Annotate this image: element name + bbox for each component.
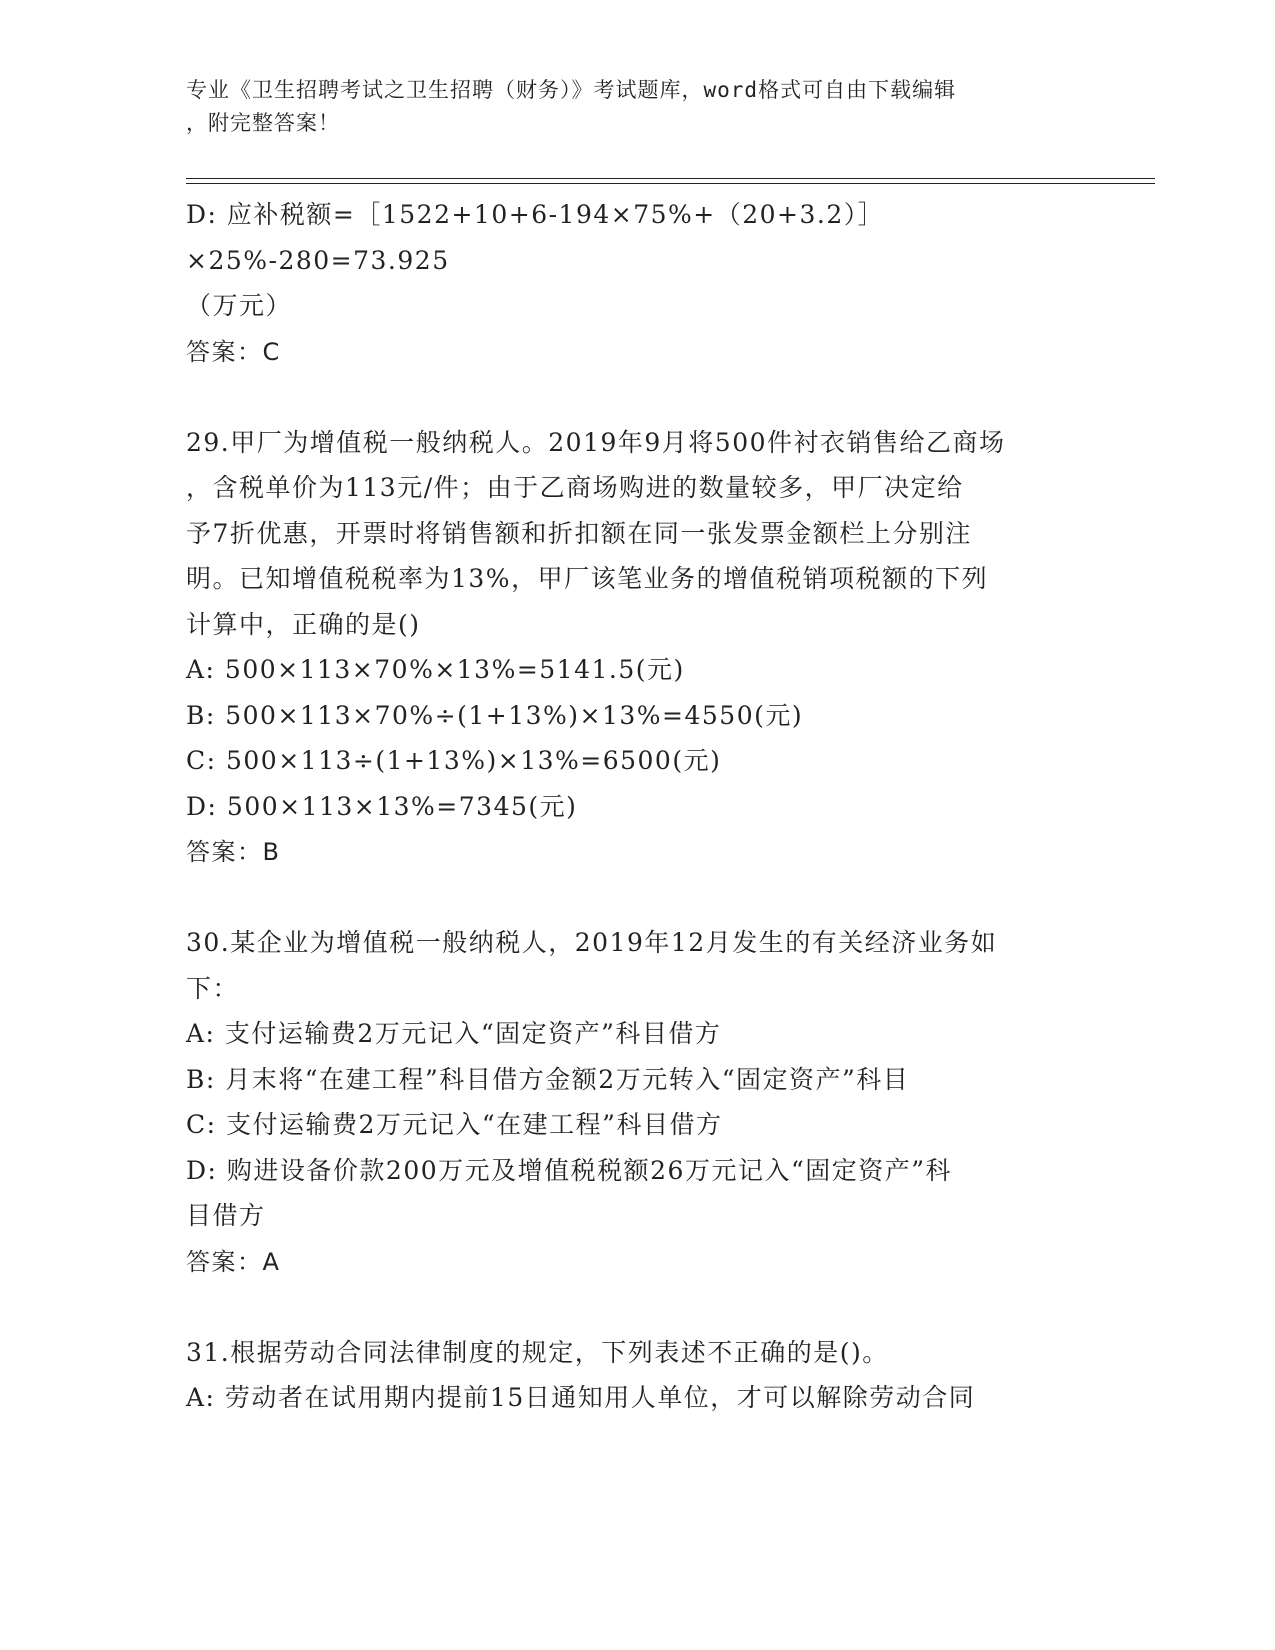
- header-line-1: 专业《卫生招聘考试之卫生招聘（财务）》考试题库，word格式可自由下载编辑: [186, 78, 957, 102]
- option-a: A: 劳动者在试用期内提前15日通知用人单位，才可以解除劳动合同: [186, 1383, 976, 1412]
- header-rule-bottom: [186, 183, 1155, 184]
- question-gap: [186, 1285, 1086, 1330]
- question-stem-line: 明。已知增值税税率为13%，甲厂该笔业务的增值税销项税额的下列: [186, 564, 989, 593]
- option-d-continuation: 目借方: [186, 1201, 266, 1230]
- option-a: A: 支付运输费2万元记入“固定资产”科目借方: [186, 1019, 722, 1048]
- question-stem-line: 下：: [186, 973, 240, 1003]
- header-line-2: ，附完整答案！: [186, 111, 340, 135]
- question-stem-line: 29.甲厂为增值税一般纳税人。2019年9月将500件衬衣销售给乙商场: [186, 427, 1006, 457]
- option-c: C: 支付运输费2万元记入“在建工程”科目借方: [186, 1110, 723, 1139]
- option-d-line: D: 应补税额=［1522+10+6-194×75%+（20+3.2）］×25%-280=73.925: [186, 200, 885, 275]
- question-30: [186, 920, 1086, 1285]
- option-d: D: 购进设备价款200万元及增值税税额26万元记入“固定资产”科: [186, 1155, 953, 1185]
- question-stem-line: 予7折优惠，开票时将销售额和折扣额在同一张发票金额栏上分别注: [186, 518, 972, 548]
- question-stem-line: 30.某企业为增值税一般纳税人，2019年12月发生的有关经济业务如: [186, 928, 998, 957]
- question-stem-line: ，含税单价为113元/件；由于乙商场购进的数量较多，甲厂决定给: [186, 473, 964, 502]
- question-29: [186, 420, 1086, 876]
- question-gap: [186, 375, 1086, 420]
- answer-line: 答案：B: [186, 838, 281, 866]
- option-d: D: 500×113×13%=7345(元): [186, 791, 578, 821]
- question-31: [186, 1330, 1086, 1421]
- answer-line: 答案：A: [186, 1247, 281, 1276]
- answer-line: 答案：C: [186, 337, 281, 366]
- document-body: [186, 192, 1086, 1421]
- option-a: A: 500×113×70%×13%=5141.5(元): [186, 655, 685, 684]
- option-c: C: 500×113÷(1+13%)×13%=6500(元): [186, 746, 722, 775]
- question-28-tail: [186, 192, 1086, 375]
- question-gap: [186, 875, 1086, 920]
- option-b: B: 月末将“在建工程”科目借方金额2万元转入“固定资产”科目: [186, 1064, 910, 1094]
- question-stem-line: 31.根据劳动合同法律制度的规定，下列表述不正确的是()。: [186, 1337, 889, 1367]
- option-b: B: 500×113×70%÷(1+13%)×13%=4550(元): [186, 700, 804, 730]
- option-d-continuation: （万元）: [186, 291, 293, 320]
- question-stem-line: 计算中，正确的是(): [186, 609, 421, 639]
- header-rule-top: [186, 178, 1155, 179]
- document-header: [186, 74, 1086, 140]
